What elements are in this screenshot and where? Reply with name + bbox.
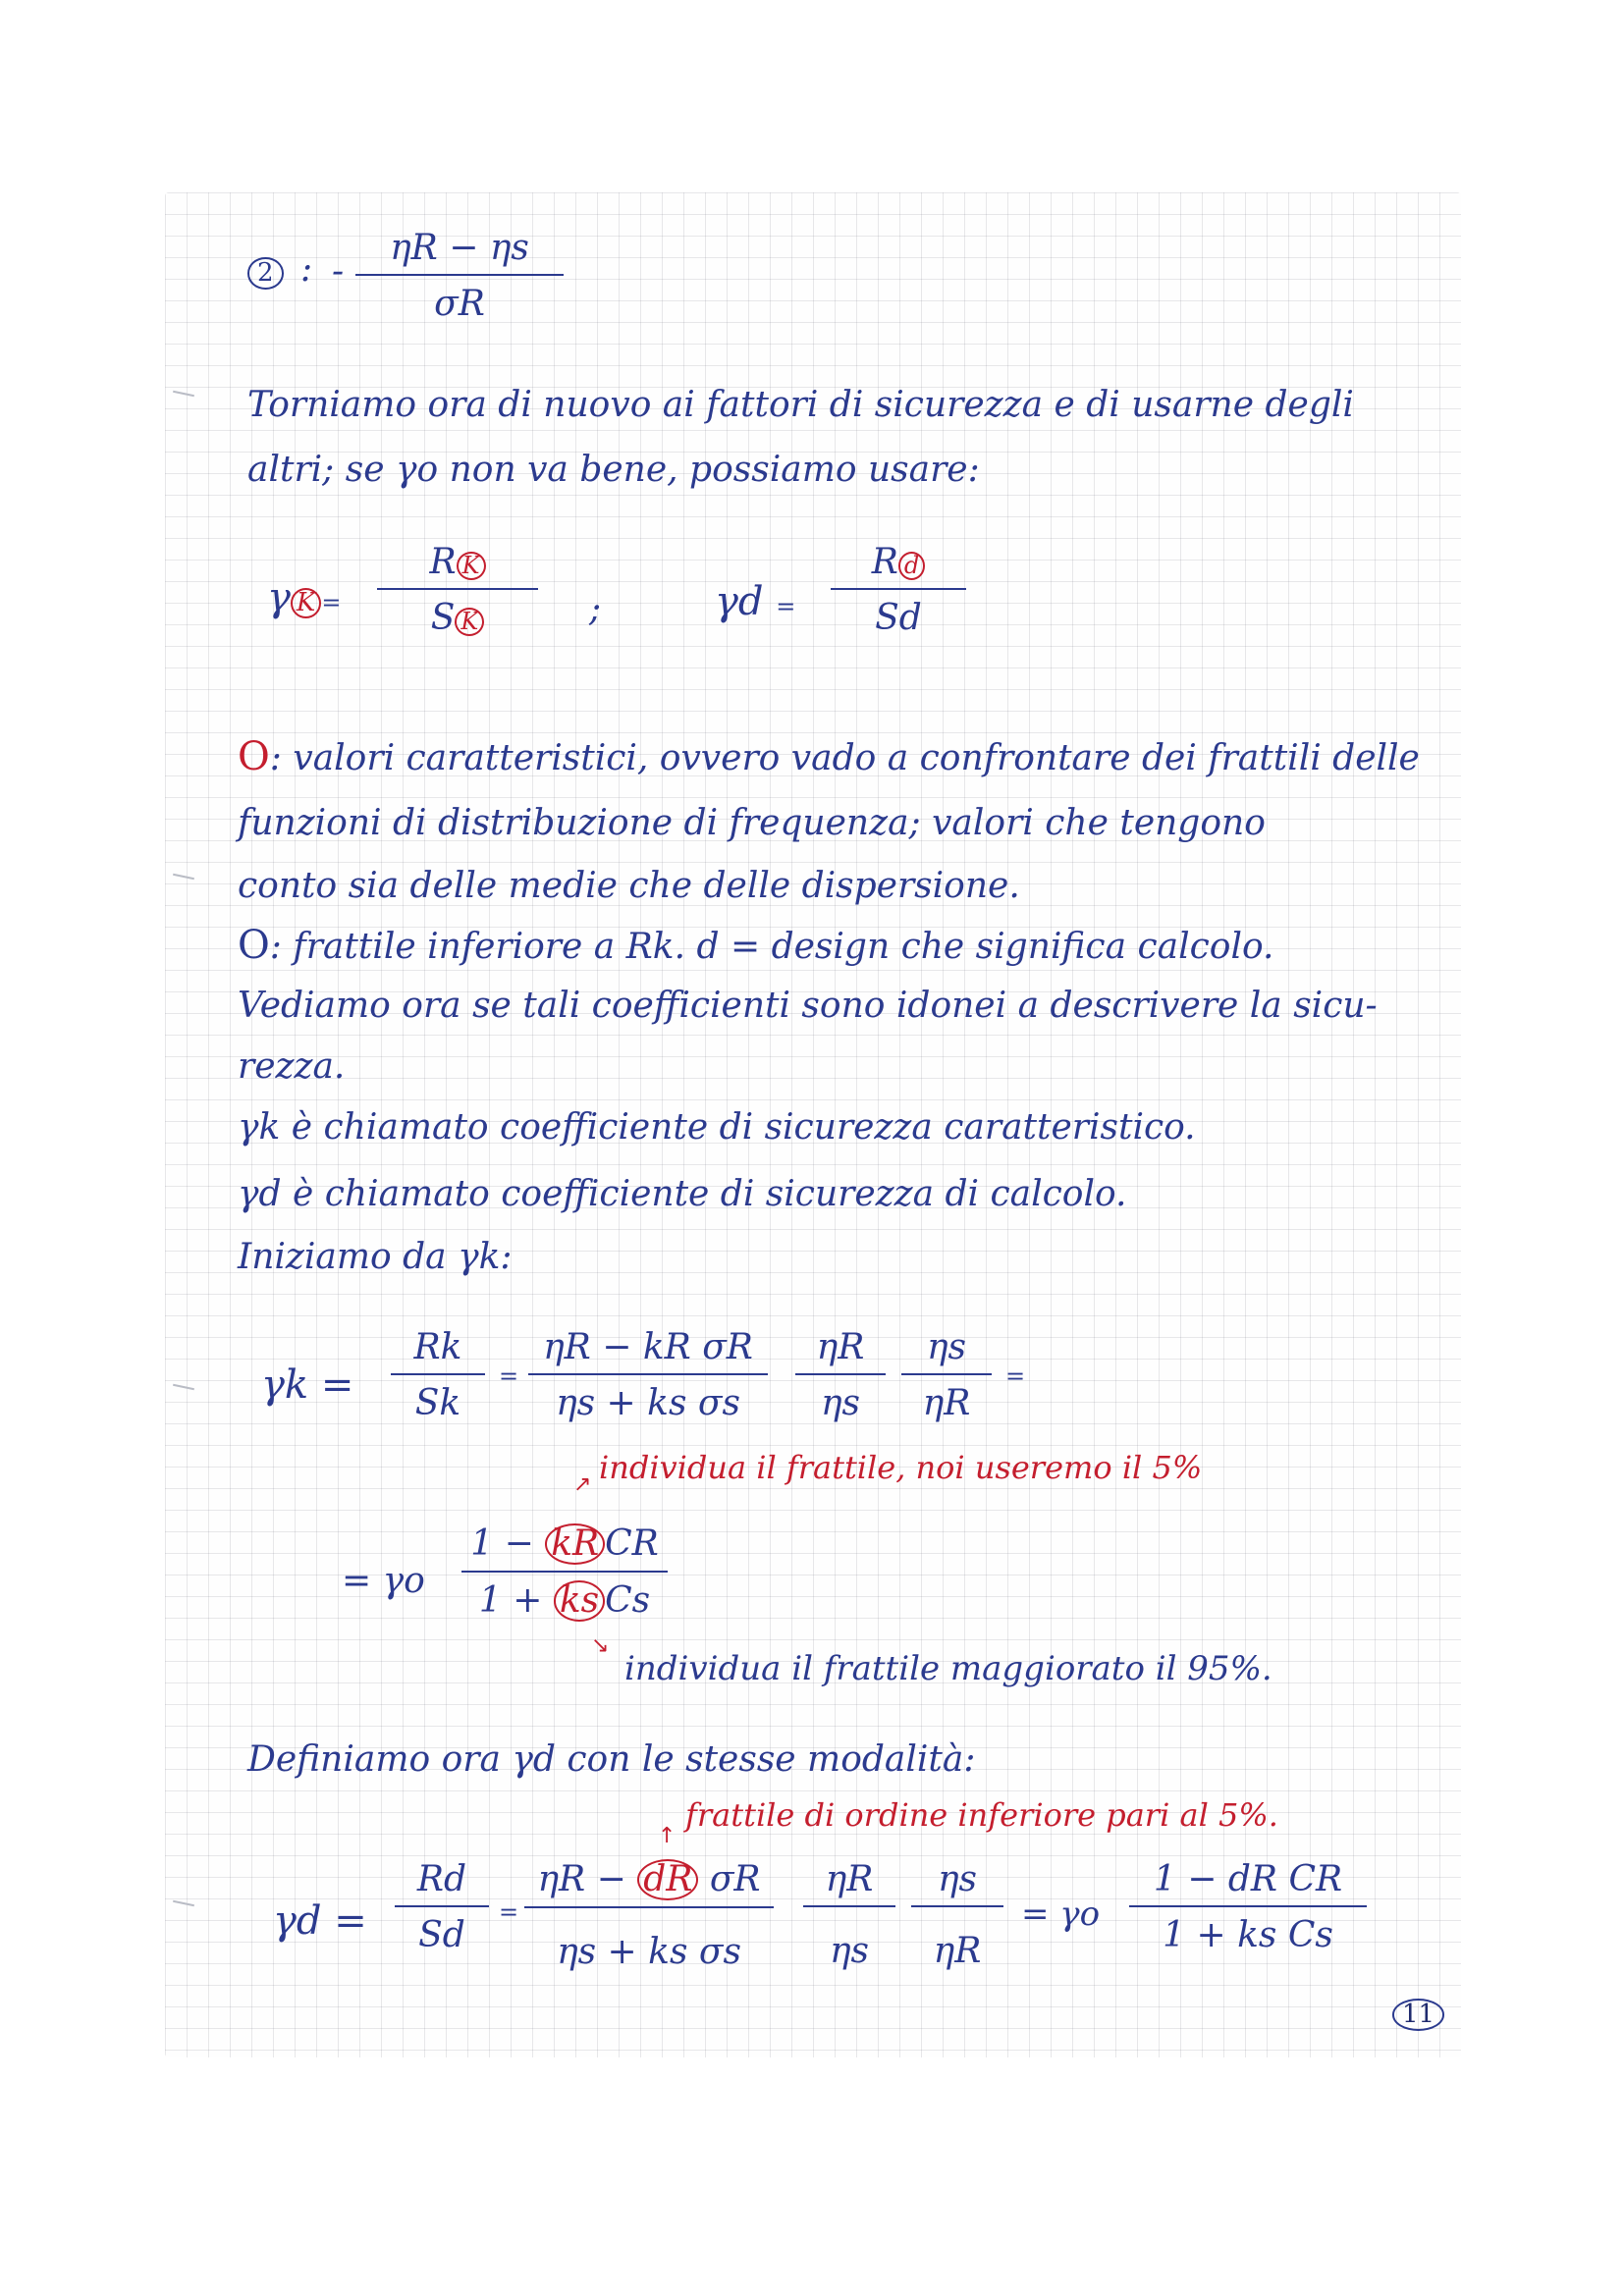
step-fraction — [355, 228, 564, 324]
gd-exp-f1-den: Sd — [418, 1915, 465, 1955]
gd-exp-fraction-4 — [911, 1859, 1003, 1971]
gk-denominator: S K — [423, 598, 493, 638]
gk-exp-fraction-2 — [528, 1327, 768, 1423]
fraction-bar — [528, 1373, 768, 1375]
define-gd: Definiamo ora γd con le stesse modalità: — [247, 1739, 976, 1780]
gd-exp-f5-num: 1 − dR CR — [1153, 1859, 1343, 1899]
arrow-down-icon: ↘ — [591, 1633, 610, 1658]
step-denominator: σR — [434, 284, 485, 324]
gd-exp-f3-den: ηs — [829, 1931, 870, 1971]
gk-exp-f2-num: ηR − kR σR — [543, 1327, 753, 1367]
equals-sign: = — [499, 1362, 519, 1390]
gk-result-fraction — [461, 1523, 668, 1622]
gd-exp-f2-den: ηs + ks σs — [557, 1931, 741, 1972]
step-colon: : — [300, 249, 313, 290]
gd-exp-fraction-3 — [803, 1859, 895, 1971]
gd-exp-fraction-2 — [524, 1859, 774, 1972]
gd-exp-f4-num: ηs — [937, 1859, 978, 1899]
gk-lhs: γ K = — [267, 575, 342, 620]
arrow-up-icon: ↗ — [573, 1472, 592, 1497]
gd-expansion-lhs: γd = — [273, 1898, 367, 1944]
gk-exp-f1-den: Sk — [414, 1383, 461, 1423]
fraction-bar — [901, 1373, 992, 1375]
gk-exp-f1-num: Rk — [413, 1327, 462, 1367]
gk-exp-f3-den: ηs — [820, 1383, 861, 1423]
fraction-bar — [524, 1906, 774, 1908]
intro-line-2: altri; se γo non va bene, possiamo usare: — [247, 450, 980, 490]
gk-exp-fraction-1 — [391, 1327, 485, 1423]
gk-fraction — [377, 542, 538, 638]
gd-exp-f1-num: Rd — [416, 1859, 467, 1899]
fraction-bar — [803, 1905, 895, 1907]
gd-exp-fraction-5 — [1129, 1859, 1367, 1955]
note-line-2: funzioni di distribuzione di frequenza; valori che tengono — [238, 803, 1266, 843]
gd-exp-fraction-1 — [395, 1859, 489, 1955]
note-line-1: O: valori caratteristici, ovvero vado a confrontare dei frattili delle — [238, 734, 1420, 779]
fraction-bar — [461, 1571, 668, 1573]
gd-eq-go: = γo — [1021, 1895, 1101, 1934]
arrow-up-icon: ↑ — [658, 1824, 677, 1848]
fraction-bar — [395, 1905, 489, 1907]
step-numerator: ηR − ηs — [390, 228, 529, 268]
note-line-4: O: frattile inferiore a Rk. d = design che significa calcolo. — [238, 923, 1274, 968]
gd-numerator: R d — [864, 542, 933, 582]
note-ks: individua il frattile maggiorato il 95%. — [624, 1649, 1272, 1688]
step-minus: - — [332, 251, 345, 292]
gd-lhs: γd = — [715, 579, 796, 624]
intro-line-1: Torniamo ora di nuovo ai fattori di sicurezza e di usarne degli — [247, 385, 1354, 425]
gk-exp-fraction-3 — [795, 1327, 886, 1423]
fraction-bar — [355, 274, 564, 276]
note-line-8: γd è chiamato coefficiente di sicurezza di calcolo. — [238, 1174, 1127, 1214]
note-line-3: conto sia delle medie che delle dispersione. — [238, 866, 1020, 906]
gd-exp-f2-num: ηR − dR σR — [537, 1859, 761, 1899]
fraction-bar — [377, 588, 538, 590]
gk-result-lhs: = γo — [342, 1561, 425, 1601]
note-dr: frattile di ordine inferiore pari al 5%. — [685, 1796, 1278, 1834]
gd-denominator: Sd — [875, 598, 922, 638]
gd-fraction — [831, 542, 966, 638]
gk-result-num: 1 − kR CR — [470, 1523, 659, 1564]
gd-exp-f4-den: ηR — [933, 1931, 982, 1971]
gk-exp-fraction-4 — [901, 1327, 992, 1423]
formula-separator: ; — [589, 589, 602, 629]
gk-expansion-lhs: γk = — [261, 1362, 354, 1408]
gk-numerator: R K — [421, 542, 493, 582]
gk-result-den: 1 + ks Cs — [478, 1579, 651, 1621]
fraction-bar — [831, 588, 966, 590]
gk-exp-f4-num: ηs — [926, 1327, 967, 1367]
note-kr: individua il frattile, noi useremo il 5% — [599, 1449, 1203, 1486]
gk-exp-f3-num: ηR — [816, 1327, 865, 1367]
note-line-9: Iniziamo da γk: — [238, 1237, 513, 1277]
equals-sign: = — [499, 1898, 519, 1926]
fraction-bar — [1129, 1905, 1367, 1907]
note-line-7: γk è chiamato coefficiente di sicurezza caratteristico. — [238, 1107, 1196, 1148]
note-line-5: Vediamo ora se tali coefficienti sono idonei a descrivere la sicu- — [238, 986, 1378, 1026]
gk-exp-f4-den: ηR — [922, 1383, 971, 1423]
step-marker: 2 — [247, 249, 284, 290]
gk-exp-f2-den: ηs + ks σs — [556, 1383, 740, 1423]
fraction-bar — [911, 1905, 1003, 1907]
equals-sign: = — [1005, 1362, 1026, 1390]
fraction-bar — [391, 1373, 485, 1375]
fraction-bar — [795, 1373, 886, 1375]
gd-exp-f5-den: 1 + ks Cs — [1163, 1915, 1333, 1955]
gd-exp-f3-num: ηR — [825, 1859, 874, 1899]
page-number: 11 — [1392, 1999, 1444, 2031]
note-line-6: rezza. — [238, 1046, 346, 1087]
